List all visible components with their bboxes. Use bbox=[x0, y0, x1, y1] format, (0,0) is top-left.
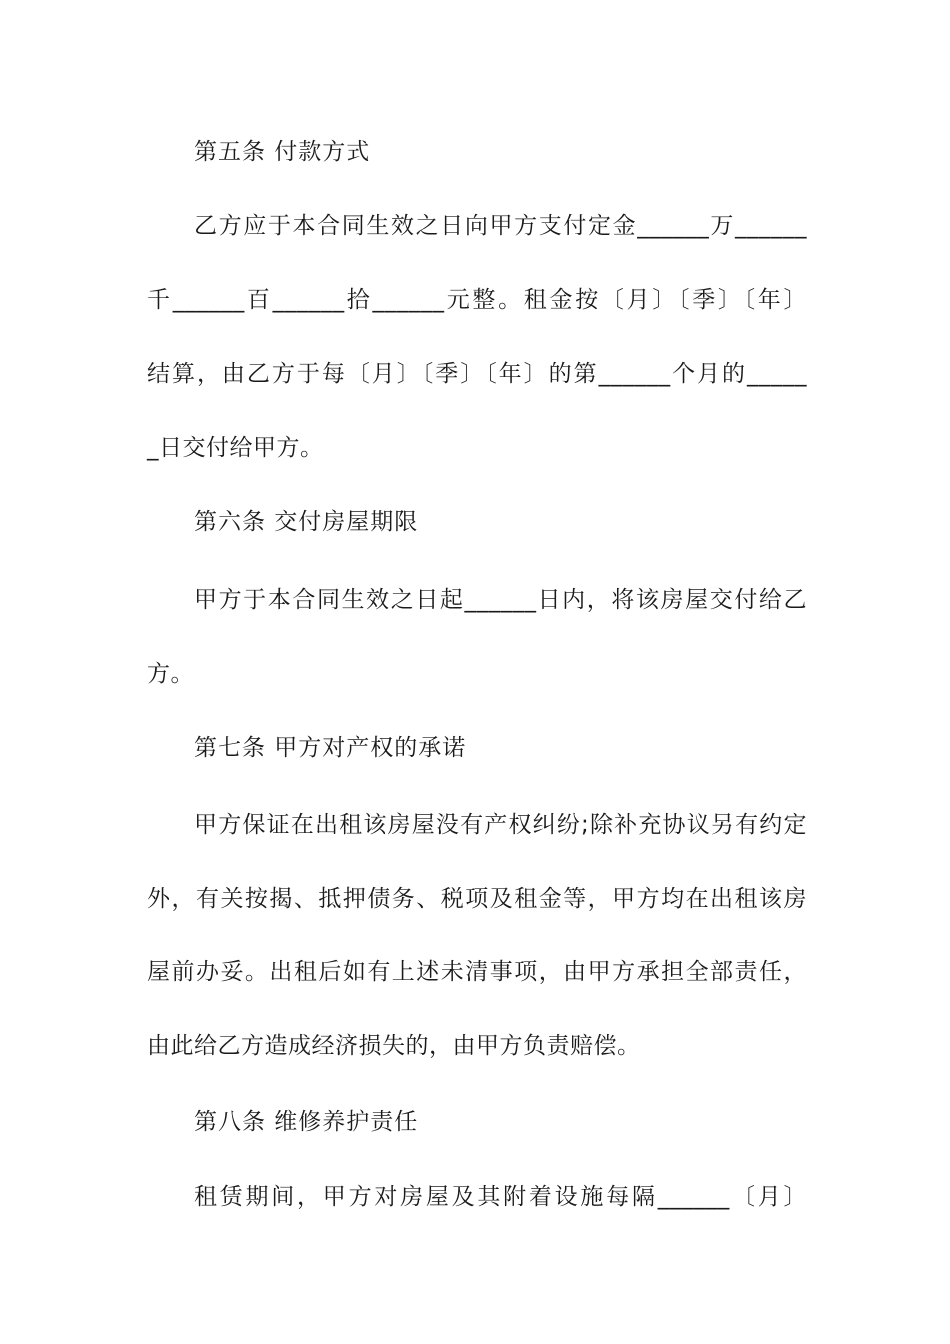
article-7-line-1: 甲方保证在出租该房屋没有产权纠纷;除补充协议另有约定 bbox=[194, 812, 807, 838]
article-7-line-2: 外，有关按揭、抵押债务、税项及租金等，甲方均在出租该房 bbox=[147, 886, 807, 912]
article-5-line-2: 千______百______拾______元整。租金按〔月〕〔季〕〔年〕 bbox=[147, 287, 807, 313]
article-6-line-1: 甲方于本合同生效之日起______日内，将该房屋交付给乙 bbox=[194, 587, 807, 613]
article-8-heading: 第八条 维修养护责任 bbox=[194, 1109, 419, 1135]
article-8-line-1: 租赁期间，甲方对房屋及其附着设施每隔______〔月〕 bbox=[194, 1184, 807, 1210]
article-6-heading: 第六条 交付房屋期限 bbox=[194, 509, 419, 535]
article-7-line-3: 屋前办妥。出租后如有上述未清事项，由甲方承担全部责任， bbox=[147, 959, 807, 985]
article-7-heading: 第七条 甲方对产权的承诺 bbox=[194, 735, 467, 761]
article-5-line-3: 结算，由乙方于每〔月〕〔季〕〔年〕的第______个月的_____ bbox=[147, 361, 807, 387]
article-5-line-4: _日交付给甲方。 bbox=[147, 435, 324, 461]
article-5-heading: 第五条 付款方式 bbox=[194, 139, 371, 165]
article-5-line-1: 乙方应于本合同生效之日向甲方支付定金______万______ bbox=[194, 213, 807, 239]
article-6-line-2: 方。 bbox=[147, 661, 194, 687]
article-7-line-4: 由此给乙方造成经济损失的，由甲方负责赔偿。 bbox=[147, 1033, 641, 1059]
